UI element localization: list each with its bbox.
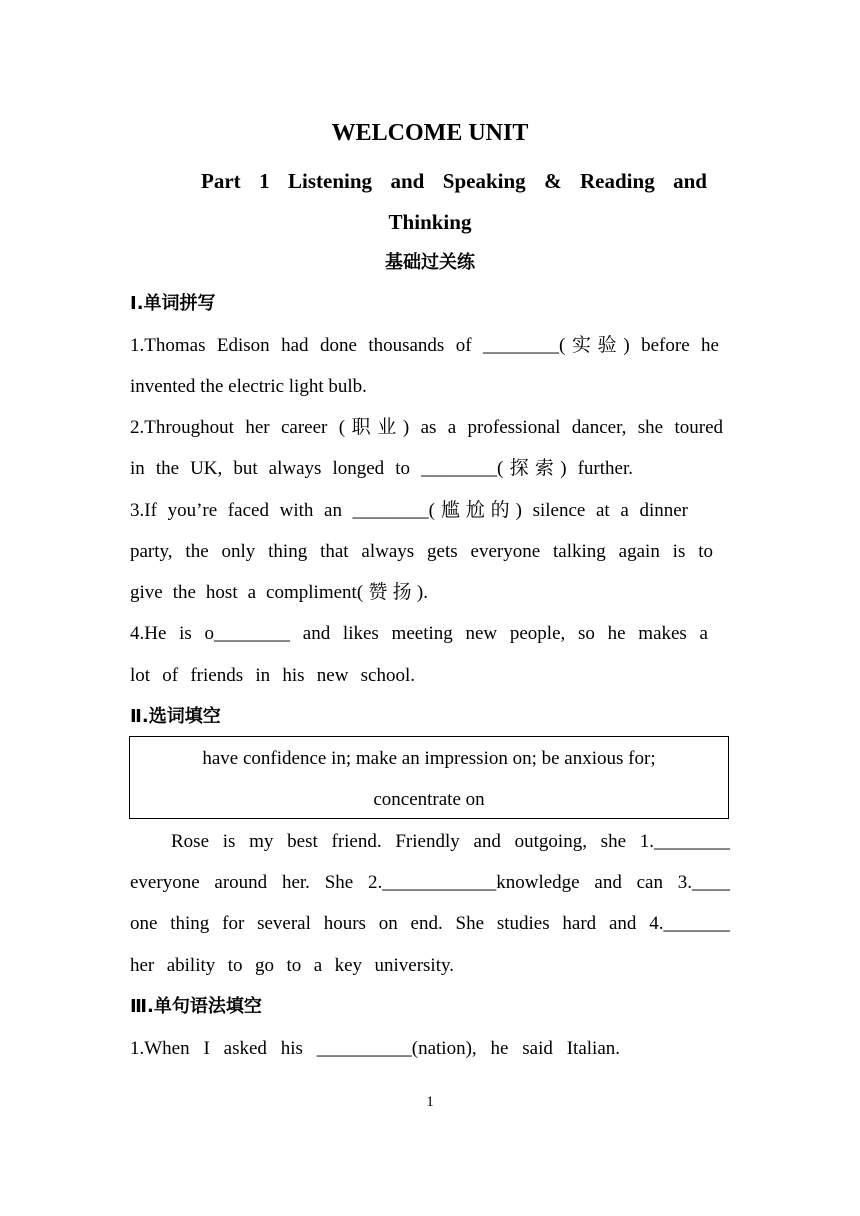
word-bank-line1: have confidence in; make an impression on; be anxious for; [202,748,656,769]
section1-heading: Ⅰ.单词拼写 [130,293,216,314]
page-number: 1 [426,1094,434,1110]
passage-line: her ability to go to a key university. [130,955,454,976]
section3-heading: Ⅲ.单句语法填空 [130,996,262,1017]
section2-heading: Ⅱ.选词填空 [130,706,221,727]
section1-line: lot of friends in his new school. [130,665,415,686]
section1-line: invented the electric light bulb. [130,376,367,397]
exercise-subtitle: 基础过关练 [385,252,475,273]
passage-line: everyone around her. She 2.____________knowledge and can 3.____ [130,872,730,893]
passage-line: one thing for several hours on end. She studies hard and 4._______ [130,913,730,934]
section1-line: 3.If you’re faced with an ________(尴尬的) silence at a dinner [130,500,688,521]
part-heading-line1: Part 1 Listening and Speaking & Reading and [201,169,707,193]
section1-line: 4.He is o________ and likes meeting new people, so he makes a [130,623,708,644]
document-title: WELCOME UNIT [331,120,529,146]
section3-line: 1.When I asked his __________(nation), he said Italian. [130,1038,620,1059]
section1-line: give the host a compliment(赞扬). [130,582,428,603]
part-heading-line2: Thinking [388,210,472,234]
passage-line: Rose is my best friend. Friendly and outgoing, she 1.________ [171,831,730,852]
section1-line: 2.Throughout her career (职业) as a professional dancer, she toured [130,417,723,438]
word-bank-line2: concentrate on [373,789,485,810]
section1-line: in the UK, but always longed to ________(探索) further. [130,458,633,479]
section1-line: 1.Thomas Edison had done thousands of ________(实验) before he [130,335,719,356]
section1-line: party, the only thing that always gets everyone talking again is to [130,541,713,562]
